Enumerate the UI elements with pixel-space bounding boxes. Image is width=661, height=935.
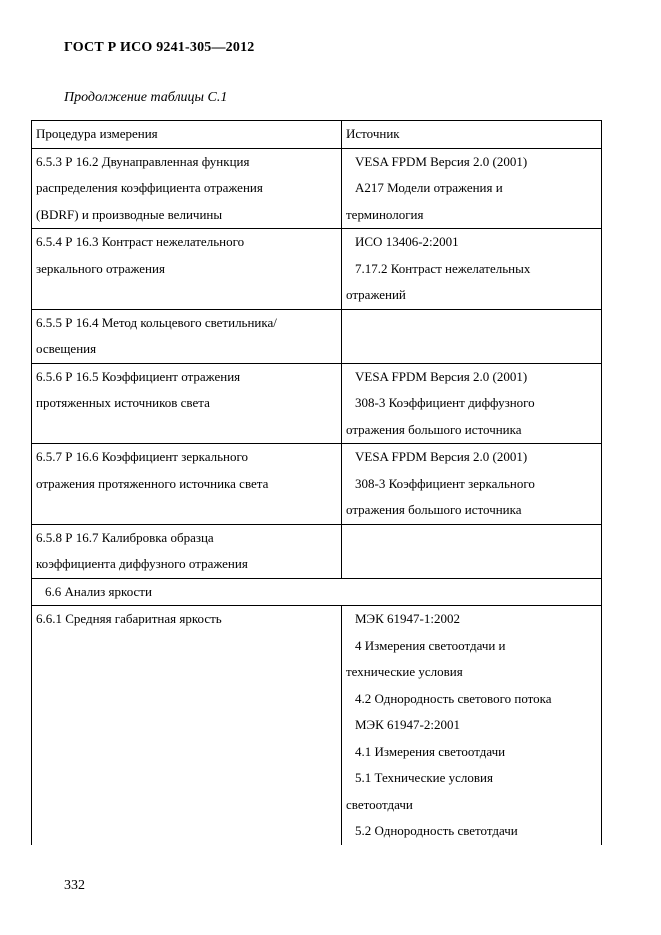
source-line: отражения большого источника xyxy=(346,421,522,437)
source-cell xyxy=(342,363,602,444)
table-row xyxy=(32,444,602,525)
procedure-cell xyxy=(32,148,342,229)
source-line: VESA FPDM Версия 2.0 (2001) xyxy=(355,153,528,169)
source-line: отражений xyxy=(346,287,406,302)
page-number: 332 xyxy=(64,878,85,893)
source-cell xyxy=(342,524,602,578)
table-row xyxy=(32,606,602,845)
source-line: МЭК 61947-1:2002 xyxy=(355,611,461,626)
source-line: МЭК 61947-2:2001 xyxy=(355,717,461,732)
source-line: 7.17.2 Контраст нежелательных xyxy=(355,260,531,276)
procedure-cell xyxy=(32,229,342,310)
source-line: VESA FPDM Версия 2.0 (2001) xyxy=(355,449,528,464)
source-line: терминология xyxy=(346,206,424,222)
source-line: 5.1 Технические условия xyxy=(355,770,493,785)
document-header: ГОСТ Р ИСО 9241-305—2012 xyxy=(64,40,255,55)
procedure-line: протяженных источников света xyxy=(36,395,210,410)
procedure-line: 6.5.5 Р 16.4 Метод кольцевого светильника/ xyxy=(36,314,277,330)
procedure-line: коэффициента диффузного отражения xyxy=(36,556,248,571)
procedure-cell xyxy=(32,444,342,525)
source-line: отражения большого источника xyxy=(346,502,522,517)
table-caption: Продолжение таблицы C.1 xyxy=(64,90,228,105)
procedure-line: 6.6.1 Средняя габаритная яркость xyxy=(36,611,222,626)
procedure-line: освещения xyxy=(36,341,97,356)
source-line: 308-3 Коэффициент зеркального xyxy=(355,475,535,491)
procedure-line: распределения коэффициента отражения xyxy=(36,180,263,195)
source-line: технические условия xyxy=(346,664,463,679)
table-header-row xyxy=(32,121,602,149)
source-cell xyxy=(342,148,602,229)
procedure-line: зеркального отражения xyxy=(36,260,165,276)
procedure-line: (BDRF) и производные величины xyxy=(36,206,223,222)
table-row xyxy=(32,148,602,229)
column-header-procedure: Процедура измерения xyxy=(32,121,342,149)
procedure-line: отражения протяженного источника света xyxy=(36,475,269,491)
source-cell xyxy=(342,606,602,845)
procedure-line: 6.5.7 Р 16.6 Коэффициент зеркального xyxy=(36,449,249,464)
section-heading-text: 6.6 Анализ яркости xyxy=(45,583,152,599)
source-line: 308-3 Коэффициент диффузного xyxy=(355,395,535,410)
column-header-source: Источник xyxy=(342,121,602,149)
source-line: A217 Модели отражения и xyxy=(355,180,503,195)
procedure-cell xyxy=(32,363,342,444)
source-line: 4.2 Однородность светового потока xyxy=(355,690,552,706)
section-row xyxy=(32,578,602,606)
procedure-line: 6.5.4 Р 16.3 Контраст нежелательного xyxy=(36,234,245,249)
source-line: VESA FPDM Версия 2.0 (2001) xyxy=(355,368,528,384)
table-row xyxy=(32,229,602,310)
table-row xyxy=(32,363,602,444)
procedure-line: 6.5.6 Р 16.5 Коэффициент отражения xyxy=(36,368,241,384)
source-line: ИСО 13406-2:2001 xyxy=(355,234,459,249)
procedure-cell xyxy=(32,524,342,578)
source-cell xyxy=(342,444,602,525)
source-cell xyxy=(342,309,602,363)
procedure-line: 6.5.3 Р 16.2 Двунаправленная функция xyxy=(36,153,250,169)
procedure-line: 6.5.8 Р 16.7 Калибровка образца xyxy=(36,529,214,545)
reference-table xyxy=(31,120,602,845)
source-cell xyxy=(342,229,602,310)
source-line: 4.1 Измерения светоотдачи xyxy=(355,743,506,759)
table-row xyxy=(32,524,602,578)
section-heading xyxy=(32,578,602,606)
procedure-cell xyxy=(32,309,342,363)
source-line: 4 Измерения светоотдачи и xyxy=(355,637,506,653)
source-line: светоотдачи xyxy=(346,796,413,812)
table-row xyxy=(32,309,602,363)
source-line: 5.2 Однородность светотдачи xyxy=(355,823,518,838)
procedure-cell xyxy=(32,606,342,845)
